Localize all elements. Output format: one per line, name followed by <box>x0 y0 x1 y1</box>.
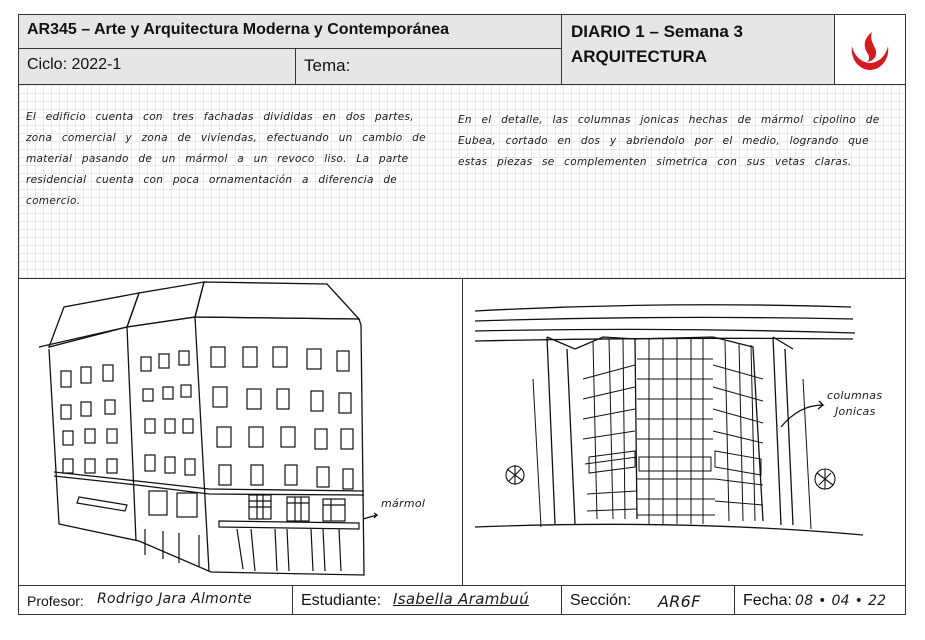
ionic-columns-label-1: columnas <box>827 389 883 402</box>
date-value: 08 • 04 • 22 <box>795 593 887 609</box>
date-cell <box>734 585 906 615</box>
topic-field <box>295 48 562 85</box>
drawing-panel-columns <box>462 278 906 586</box>
date-label: Fecha: <box>743 592 792 609</box>
section-value: AR6F <box>658 592 701 611</box>
section-label: Sección: <box>570 592 632 609</box>
diary-title: DIARIO 1 – Semana 3 <box>571 22 743 41</box>
cycle-field: Ciclo: 2022-1 <box>18 48 296 85</box>
diary-title-cell <box>561 14 835 85</box>
marble-label: mármol <box>381 497 426 510</box>
professor-value: Rodrigo Jara Almonte <box>97 591 252 607</box>
diary-subtitle: ARQUITECTURA <box>571 47 707 66</box>
notes-left: El edificio cuenta con tres fachadas divididas en dos partes, zona comercial y zona de viviendas, efectuando un cambio de material pasando de un mármol a un revoco liso. La parte residencial cuenta con poca ornamentación a diferencia de comercio. <box>26 111 426 207</box>
topic-label: Tema: <box>304 56 351 75</box>
upc-flame-logo-icon <box>848 28 892 72</box>
drawing-panel-building <box>18 278 463 586</box>
logo-cell <box>834 14 906 85</box>
student-label: Estudiante: <box>301 592 382 609</box>
ionic-columns-label-2: Jonicas <box>835 405 876 418</box>
notes-right: En el detalle, las columnas jonicas hechas de mármol cipolino de Eubea, cortado en dos y abriendolo por el medio, logrando que estas piezas se complementen simetrica con sus vetas claras. <box>458 114 880 168</box>
student-value: Isabella Arambuú <box>393 590 530 608</box>
student-cell <box>292 585 562 615</box>
columns-sketch-icon <box>463 279 907 587</box>
section-cell <box>561 585 735 615</box>
professor-label: Profesor: <box>27 593 84 609</box>
course-title: AR345 – Arte y Arquitectura Moderna y Contemporánea <box>18 14 562 49</box>
building-sketch-icon <box>19 279 464 587</box>
professor-cell <box>18 585 293 615</box>
